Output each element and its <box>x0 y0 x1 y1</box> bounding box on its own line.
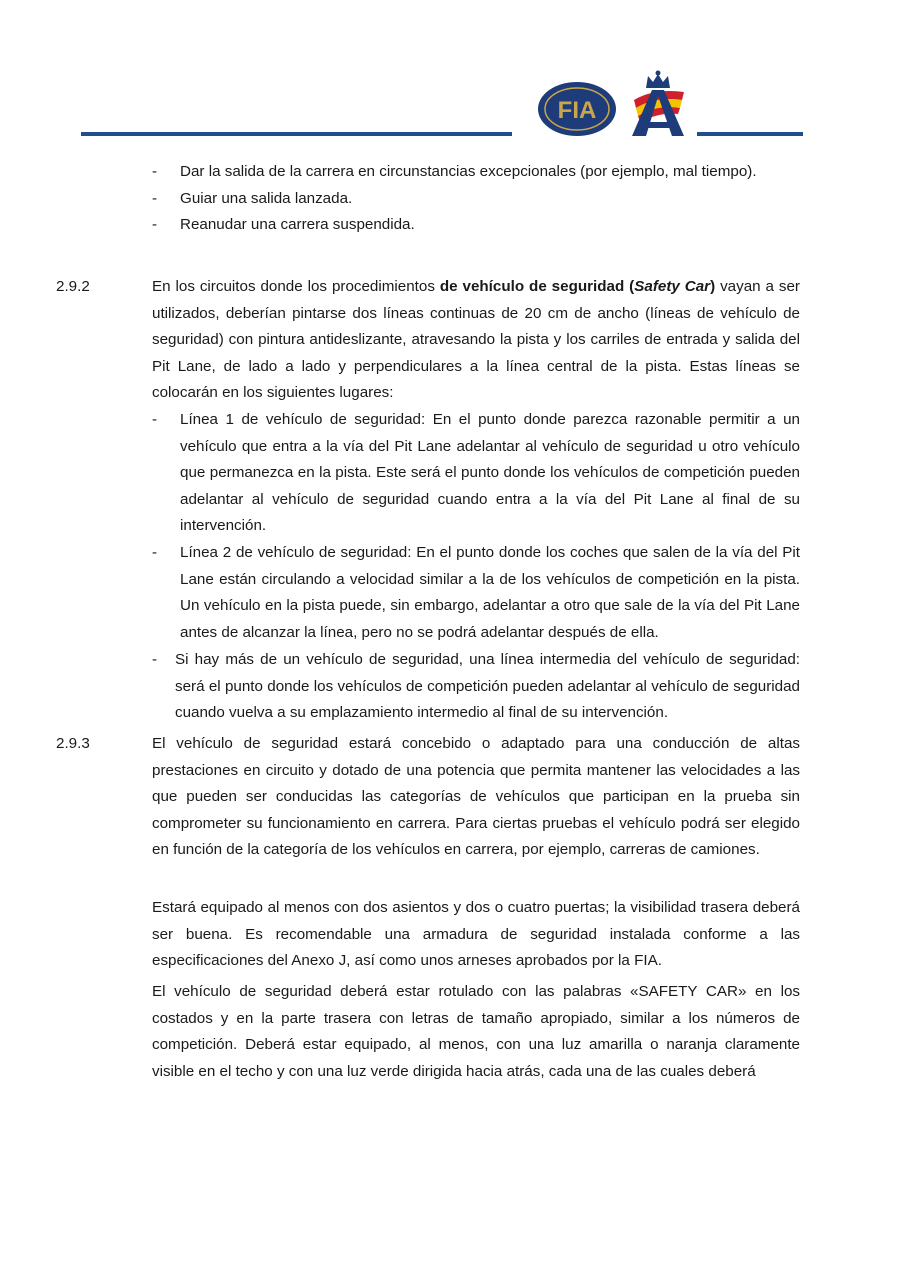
section-number: 2.9.3 <box>56 735 90 752</box>
rfeda-logo-icon <box>626 70 690 138</box>
section-text-bold: de vehículo de seguridad ( <box>439 278 635 295</box>
list-item <box>152 212 800 239</box>
bullet-dash: - <box>152 216 158 233</box>
section-text-pre: En los circuitos donde los procedimientos <box>152 278 440 295</box>
bullet-text: Reanudar una carrera suspendida. <box>180 216 415 233</box>
bullet-dash: - <box>152 651 158 668</box>
section-text-post: vayan a ser utilizados, deberían pintarse dos líneas continuas de 20 cm de ancho (líneas de vehículo de seguridad) con pintura antideslizante, atravesando la pista y los carriles de entrada y salida del Pit Lane, de lado a lado y perpendiculares a la línea central de la pista. Estas líneas se colocarán en los siguientes lugares: <box>152 278 800 401</box>
bullet-dash: - <box>152 544 158 561</box>
list-item <box>152 647 800 727</box>
list-item <box>152 540 800 646</box>
bullet-text: Si hay más de un vehículo de seguridad, una línea intermedia del vehículo de seguridad: será el punto donde los vehículos de competición pueden adelantar al vehículo de seguridad cuando vuelva a su emplazamiento intermedio al final de su intervención. <box>175 651 800 721</box>
bullet-text: Dar la salida de la carrera en circunstancias excepcionales (por ejemplo, mal tiempo). <box>180 163 757 180</box>
fia-logo-icon <box>536 80 618 138</box>
section-paragraph: Estará equipado al menos con dos asientos y dos o cuatro puertas; la visibilidad trasera deberá ser buena. Es recomendable una armadura de seguridad instalada conforme a las especificaciones del Anexo J, así como unos arneses aprobados por la FIA. <box>152 899 800 969</box>
bullet-dash: - <box>152 411 158 428</box>
bullet-text: Línea 2 de vehículo de seguridad: En el punto donde los coches que salen de la vía del Pit Lane están circulando a velocidad similar a la de los vehículos de competición en la pista. Un vehículo en la pista puede, sin embargo, adelantar a otro que sale de la vía del Pit Lane antes de alcanzar la línea, pero no se podrá adelantar después de ella. <box>180 544 800 641</box>
header-rule-right <box>697 132 803 136</box>
section-number: 2.9.2 <box>56 278 90 295</box>
bullet-text: Guiar una salida lanzada. <box>180 190 353 207</box>
section-2-9-3 <box>56 731 800 864</box>
bullet-dash: - <box>152 163 158 180</box>
fia-logo-text: FIA <box>557 97 597 124</box>
header-rule-left <box>81 132 512 136</box>
section-text-bold-close: ) <box>710 278 716 295</box>
bullet-dash: - <box>152 190 158 207</box>
bullet-text: Línea 1 de vehículo de seguridad: En el punto donde parezca razonable permitir a un vehículo que entra a la vía del Pit Lane adelantar al vehículo de seguridad u otro vehículo que permanezca en la pista. Este será el punto donde los vehículos de competición pueden adelantar al vehículo de seguridad cuando entra a la vía del Pit Lane al final de su intervención. <box>180 411 800 534</box>
list-item <box>152 407 800 540</box>
list-item <box>152 186 800 213</box>
section-text: El vehículo de seguridad estará concebido o adaptado para una conducción de altas prestaciones en circuito y dotado de una potencia que permita mantener las velocidades a las que pueden ser conducidas las categorías de vehículos que participan en la prueba sin comprometer su funcionamiento en carrera. Para ciertas pruebas el vehículo podrá ser elegido en función de la categoría de los vehículos en carrera, por ejemplo, carreras de camiones. <box>152 735 800 858</box>
section-text-bold-italic: Safety Car <box>634 278 711 295</box>
section-2-9-2 <box>56 274 800 407</box>
list-item <box>152 159 800 186</box>
section-paragraph: El vehículo de seguridad deberá estar rotulado con las palabras «SAFETY CAR» en los costados y en la parte trasera con letras de tamaño apropiado, similar a los números de competición. Deberá estar equipado, al menos, con una luz amarilla o naranja claramente visible en el techo y con una luz verde dirigida hacia atrás, cada una de las cuales deberá <box>152 983 800 1080</box>
